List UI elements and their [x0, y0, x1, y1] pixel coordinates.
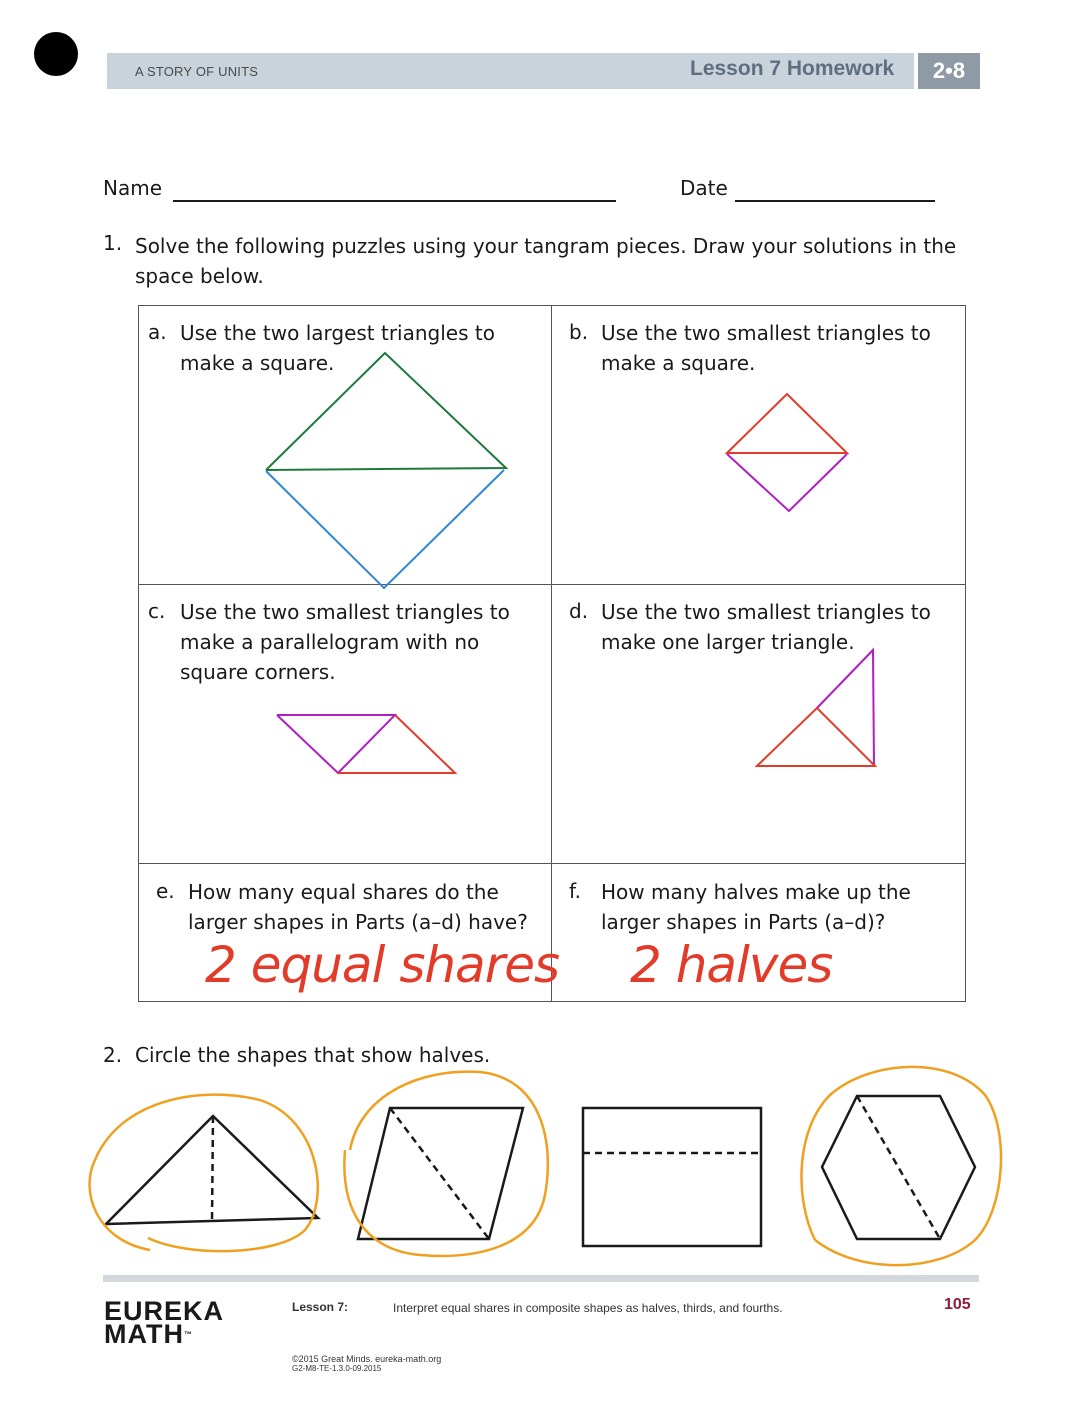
- part-c-letter: c.: [148, 599, 166, 623]
- part-a-drawing: [266, 353, 506, 588]
- footer-lesson-description: Interpret equal shares in composite shapes as halves, thirds, and fourths.: [393, 1301, 783, 1315]
- part-b-letter: b.: [569, 320, 589, 344]
- footer-rule: [103, 1275, 979, 1282]
- part-c-red-triangle: [338, 715, 455, 773]
- part-d-magenta-triangle: [817, 650, 874, 766]
- part-a-green-triangle: [266, 353, 506, 470]
- logo-tm: ™: [183, 1330, 193, 1339]
- question-2-text: Circle the shapes that show halves.: [135, 1043, 491, 1067]
- part-e-text: How many equal shares do the larger shapes in Parts (a–d) have?: [188, 880, 528, 934]
- date-label: Date: [680, 176, 728, 200]
- part-b-red-triangle: [727, 394, 847, 453]
- logo-line-2: MATH: [104, 1319, 184, 1349]
- part-d-red-triangle: [757, 708, 875, 766]
- part-d-text: Use the two smallest triangles to make one larger triangle.: [601, 600, 931, 654]
- series-title: A STORY OF UNITS: [135, 64, 259, 79]
- logo-line-2-row: [104, 1319, 224, 1349]
- q2-parallelogram-shape[interactable]: [358, 1108, 523, 1239]
- part-f-letter: f.: [569, 879, 581, 903]
- question-1-number: 1.: [103, 231, 123, 255]
- logo-line-1: EUREKA: [104, 1296, 225, 1326]
- part-a-blue-triangle: [266, 470, 504, 588]
- part-c-text: Use the two smallest triangles to make a parallelogram with no square corners.: [180, 600, 510, 684]
- part-a-letter: a.: [148, 320, 167, 344]
- part-f-answer: 2 halves: [630, 936, 833, 994]
- part-a-text: Use the two largest triangles to make a square.: [180, 321, 495, 375]
- q2-parallelogram-circle: [344, 1072, 547, 1256]
- name-label: Name: [103, 176, 163, 200]
- q2-triangle-circle: [90, 1095, 318, 1252]
- lesson-title: Lesson 7 Homework: [690, 57, 895, 80]
- part-b-magenta-triangle: [727, 454, 847, 511]
- page-number: 105: [944, 1296, 971, 1313]
- footer-lesson-label: Lesson 7:: [292, 1300, 349, 1314]
- part-d-drawing: [757, 650, 875, 766]
- part-d-letter: d.: [569, 599, 589, 623]
- part-e-answer: 2 equal shares: [205, 936, 560, 994]
- part-c-magenta-triangle: [277, 715, 395, 773]
- q2-rectangle-shape[interactable]: [583, 1108, 761, 1246]
- question-2-number: 2.: [103, 1043, 123, 1067]
- eureka-math-logo: [104, 1296, 225, 1349]
- part-e-letter: e.: [156, 879, 175, 903]
- part-b-drawing: [727, 394, 847, 511]
- question-1-text: Solve the following puzzles using your tangram pieces. Draw your solutions in the space below.: [135, 234, 957, 288]
- footer-code: G2-M8-TE-1.3.0-09.2015: [292, 1364, 382, 1373]
- part-b-text: Use the two smallest triangles to make a square.: [601, 321, 931, 375]
- q2-hexagon-shape[interactable]: [822, 1096, 975, 1239]
- part-c-drawing: [277, 715, 455, 773]
- part-f-text: How many halves make up the larger shapes in Parts (a–d)?: [601, 880, 911, 934]
- footer-copyright: ©2015 Great Minds. eureka-math.org: [292, 1354, 442, 1364]
- q2-triangle-shape[interactable]: [106, 1116, 318, 1224]
- grade-module-badge: 2•8: [918, 53, 980, 89]
